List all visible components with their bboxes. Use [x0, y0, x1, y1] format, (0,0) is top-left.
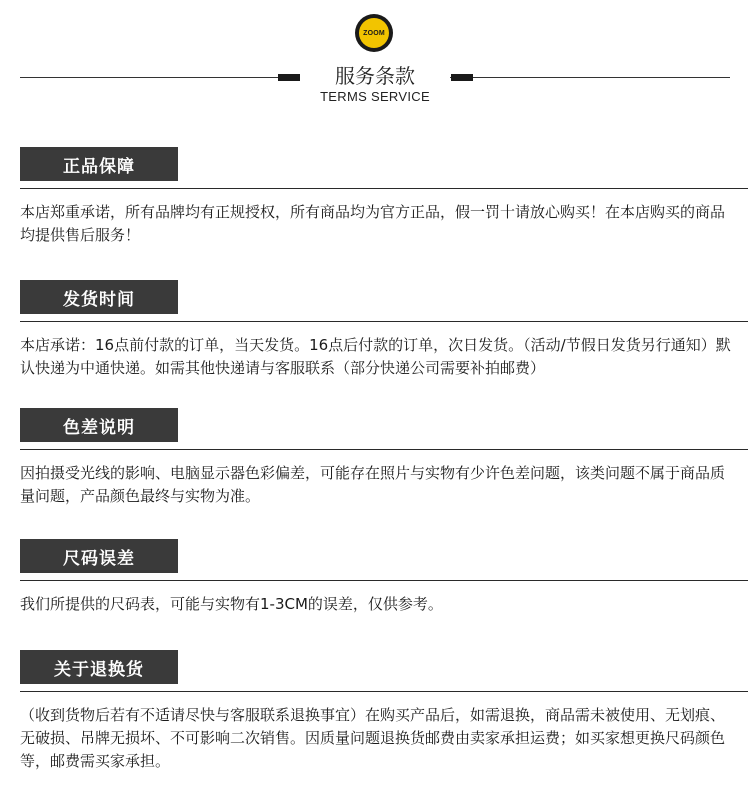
section-heading: 尺码误差	[20, 539, 178, 573]
section-heading: 正品保障	[20, 147, 178, 181]
section-text: 我们所提供的尺码表，可能与实物有1-3CM的误差，仅供参考。	[20, 595, 443, 613]
section-heading: 关于退换货	[20, 650, 178, 684]
section-text: 本店郑重承诺，所有品牌均有正规授权，所有商品均为官方正品，假一罚十请放心购买！在本店购买的商品均提供售后服务！	[20, 203, 726, 244]
section-color-difference	[20, 408, 750, 508]
section-returns-exchanges	[20, 650, 750, 773]
section-authentic-guarantee	[20, 147, 750, 247]
brand-logo-text: ZOOM	[359, 18, 389, 48]
section-shipping-time	[20, 280, 750, 380]
page-title: 服务条款	[335, 64, 415, 88]
section-divider	[20, 449, 748, 450]
brand-logo	[355, 14, 393, 52]
section-size-error	[20, 539, 750, 616]
section-heading: 发货时间	[20, 280, 178, 314]
section-divider	[20, 188, 748, 189]
section-divider	[20, 580, 748, 581]
section-heading: 色差说明	[20, 408, 178, 442]
section-text: 本店承诺：16点前付款的订单，当天发货。16点后付款的订单，次日发货。（活动/节假日发货另行通知）默认快递为中通快递。如需其他快递请与客服联系（部分快递公司需要补拍邮费）	[20, 336, 731, 377]
section-divider	[20, 691, 748, 692]
section-text: 因拍摄受光线的影响、电脑显示器色彩偏差，可能存在照片与实物有少许色差问题，该类问题不属于商品质量问题，产品颜色最终与实物为准。	[20, 464, 726, 505]
section-text: （收到货物后若有不适请尽快与客服联系退换事宜）在购买产品后，如需退换，商品需未被使用、无划痕、无破损、吊牌无损坏、不可影响二次销售。因质量问题退换货邮费由卖家承担运费；如买家想更换尺码颜色等，邮费需买家承担。	[20, 706, 726, 770]
page-subtitle: TERMS SERVICE	[320, 89, 430, 104]
section-divider	[20, 321, 748, 322]
